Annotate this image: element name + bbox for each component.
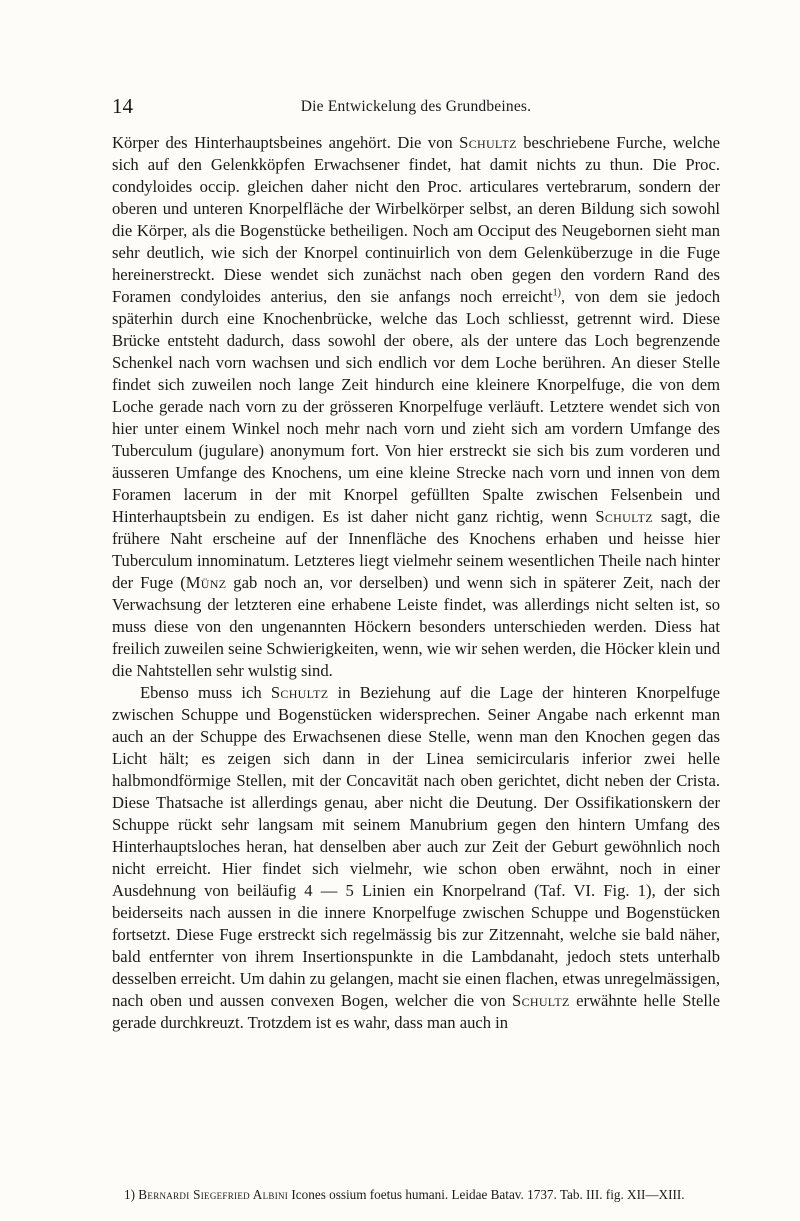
author-name: Schultz (459, 133, 517, 152)
author-name: Schultz (270, 683, 329, 702)
footnote-reference: 1) (552, 287, 561, 299)
author-name: Schultz (595, 507, 653, 526)
footnote-marker: 1) (124, 1187, 135, 1202)
paragraph (112, 132, 720, 682)
body-text (112, 132, 720, 1034)
footnote-author: Bernardi Siegefried Albini (138, 1187, 289, 1202)
text-run: sagt, die frühere Naht erscheine auf der Innenfläche des Knochens erhaben und heisse hier Tuberculum innominatum. Letzteres liegt vielmehr seinem wesentlichen Theile nach hinter der Fuge ( (112, 507, 720, 592)
text-run: , von dem sie jedoch späterhin durch eine Knochenbrücke, welche das Loch schliesst, getrennt wird. Diese Brücke entsteht dadurch, dass sowohl der obere, als der untere das Loch begrenzende Schenkel nach vorn wachsen und sich endlich vor dem Loche berühren. An dieser Stelle findet sich zuweilen noch lange Zeit hindurch eine kleinere Knorpelfuge, die von dem Loche gerade nach vorn zu der grösseren Knorpelfuge verläuft. Letztere wendet sich von hier unter einem Winkel noch mehr nach vorn und zieht sich am vordern Umfange des Tuberculum (jugulare) anonymum fort. Von hier erstreckt sie sich bis zum vorderen und äusseren Umfange des Knochens, um eine kleine Strecke nach vorn und innen von dem Foramen lacerum in der mit Knorpel gefüllten Spalte zwischen Felsenbein und Hinterhauptsbein zu endigen. Es ist daher nicht ganz richtig, wenn (112, 287, 720, 526)
author-name: Schultz (512, 991, 570, 1010)
text-run: erwähnte helle Stelle gerade durchkreuzt. Trotzdem ist es wahr, dass man auch in (112, 991, 720, 1032)
page-header (112, 92, 720, 124)
text-run: Körper des Hinterhauptsbeines angehört. Die von (112, 133, 460, 152)
running-title: Die Entwickelung des Grundbeines. (300, 98, 532, 115)
footnote-text: Icones ossium foetus humani. Leidae Batav. 1737. Tab. III. fig. XII—XIII. (291, 1187, 685, 1202)
text-run: Ebenso muss ich (140, 683, 271, 702)
paragraph (112, 682, 720, 1034)
text-run: in Beziehung auf die Lage der hinteren Knorpelfuge zwischen Schuppe und Bogenstücken widersprechen. Seiner Angabe nach erkennt man auch an der Schuppe des Erwachsenen diese Stelle, wenn man den Knochen gegen das Licht hält; es zeigen sich dann in der Linea semicircularis inferior zwei helle halbmondförmige Stellen, mit der Concavität nach oben gerichtet, dicht neben der Crista. Diese Thatsache ist allerdings genau, aber nicht die Deutung. Der Ossifikationskern der Schuppe rückt sehr langsam mit seinem Manubrium gegen den hintern Umfang des Hinterhauptsloches heran, hat denselben aber auch zur Zeit der Geburt gewöhnlich noch nicht erreicht. Hier findet sich vielmehr, wie schon oben erwähnt, noch in einer Ausdehnung von beiläufig 4 — 5 Linien ein Knorpelrand (Taf. VI. Fig. 1), der sich beiderseits nach aussen in die innere Knorpelfuge zwischen Schuppe und Bogenstücken fortsetzt. Diese Fuge erstreckt sich regelmässig bis zur Zitzennaht, welche sie bald näher, bald entfernter von ihrem Insertionspunkte in die Lambdanaht, jedoch stets unterhalb desselben erreicht. Um dahin zu gelangen, macht sie einen flachen, etwas unregelmässigen, nach oben und aussen convexen Bogen, welcher die von (112, 683, 720, 1010)
text-run: beschriebene Furche, welche sich auf den Gelenkköpfen Erwachsener findet, hat damit nichts zu thun. Die Proc. condyloides occip. gleichen daher nicht den Proc. articulares vertebrarum, sondern der oberen und unteren Knorpelfläche der Wirbelkörper selbst, an deren Bildung sich sowohl die Körper, als die Bogenstücke betheiligen. Noch am Occiput des Neugebornen sieht man sehr deutlich, wie sich der Knorpel continuirlich von dem Gelenküberzuge in die Fuge hereinerstreckt. Diese wendet sich zunächst nach oben gegen den vordern Rand des Foramen condyloides anterius, den sie anfangs noch erreicht (112, 133, 720, 306)
text-run: gab noch an, vor derselben) und wenn sich in späterer Zeit, nach der Verwachsung der letzteren eine erhabene Leiste findet, was allerdings nicht selten ist, so muss diese von den ungenannten Höckern besonders unterschieden werden. Diess hat freilich zuweilen seine Schwierigkeiten, wenn, wie wir sehen werden, die Höcker klein und die Nahtstellen sehr wulstig sind. (112, 573, 720, 680)
author-name: Münz (185, 573, 227, 592)
page-number: 14 (112, 94, 133, 118)
footnote (124, 1186, 724, 1204)
